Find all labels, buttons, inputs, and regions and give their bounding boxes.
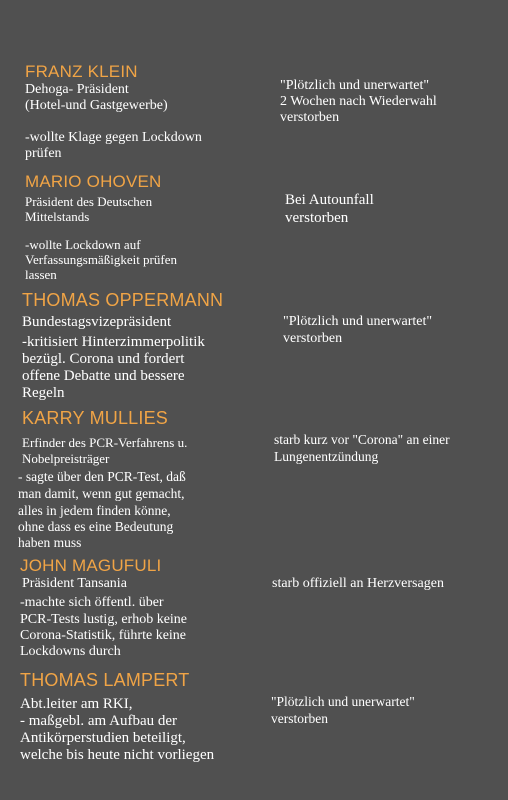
entry-fate-line: "Plötzlich und unerwartet" xyxy=(271,694,415,709)
entry-role-line: Erfinder des PCR-Verfahrens u. xyxy=(22,435,188,450)
entry-role-line: Abt.leiter am RKI, xyxy=(20,696,133,712)
entry-note-line: Corona-Statistik, führte keine xyxy=(20,628,187,643)
entry-note-line: PCR-Tests lustig, erhob keine xyxy=(20,612,188,627)
entry-fate-line: verstorben xyxy=(285,210,349,226)
entry-note-line: prüfen xyxy=(25,146,62,161)
entry-role-line: (Hotel-und Gastgewerbe) xyxy=(25,98,168,113)
entry-note-line: -machte sich öffentl. über xyxy=(20,595,164,610)
entry-fate-line: starb offiziell an Herzversagen xyxy=(272,576,444,591)
entry-note-line: Regeln xyxy=(22,385,65,401)
entry-role-line: Mittelstands xyxy=(25,209,90,224)
entry-fate-line: Lungenentzündung xyxy=(274,449,379,464)
entry-fate-line: verstorben xyxy=(280,110,340,125)
entry-name: KARRY MULLIES xyxy=(22,408,168,428)
entry-note-line: Lockdowns durch xyxy=(20,644,121,659)
entry-note-line: -wollte Lockdown auf xyxy=(25,237,141,252)
entry-fate-line: verstorben xyxy=(271,711,328,726)
entry-note-line: Antikörperstudien beteiligt, xyxy=(20,730,186,746)
entry-note-line: - maßgebl. am Aufbau der xyxy=(20,713,178,729)
entry-note-line: welche bis heute nicht vorliegen xyxy=(20,747,215,763)
entry-name: THOMAS LAMPERT xyxy=(20,670,190,690)
entry-fate-line: "Plötzlich und unerwartet" xyxy=(283,314,433,329)
entry-name: MARIO OHOVEN xyxy=(25,172,162,191)
entry-fate-line: 2 Wochen nach Wiederwahl xyxy=(280,94,437,109)
entry-fate-line: starb kurz vor "Corona" an einer xyxy=(274,432,450,447)
entry-note-line: bezügl. Corona und fordert xyxy=(22,351,185,367)
entry-fate-line: verstorben xyxy=(283,331,343,346)
entry-fate-line: "Plötzlich und unerwartet" xyxy=(280,78,430,93)
entry-note-line: -wollte Klage gegen Lockdown xyxy=(25,130,202,145)
entry-note-line: alles in jedem finden könne, xyxy=(18,503,171,518)
entry-role-line: Nobelpreisträger xyxy=(22,451,110,466)
entry-role-line: Dehoga- Präsident xyxy=(25,82,129,97)
entry-role-line: Bundestagsvizepräsident xyxy=(22,314,172,330)
entry-note-line: - sagte über den PCR-Test, daß xyxy=(18,469,186,484)
entry-fate-line: Bei Autounfall xyxy=(285,192,374,208)
entry-note-line: haben muss xyxy=(18,535,82,550)
entry-role-line: Präsident Tansania xyxy=(22,576,127,591)
entry-name: THOMAS OPPERMANN xyxy=(22,290,224,310)
entry-note-line: man damit, wenn gut gemacht, xyxy=(18,486,185,501)
entry-note-line: lassen xyxy=(25,267,57,282)
entry-role-line: Präsident des Deutschen xyxy=(25,194,153,209)
entry-name: FRANZ KLEIN xyxy=(25,62,138,81)
entry-note-line: -kritisiert Hinterzimmerpolitik xyxy=(22,334,205,350)
entry-note-line: Verfassungsmäßigkeit prüfen xyxy=(25,252,177,267)
entry-name: JOHN MAGUFULI xyxy=(20,556,162,575)
entry-note-line: offene Debatte und bessere xyxy=(22,368,185,384)
entry-note-line: ohne dass es eine Bedeutung xyxy=(18,519,174,534)
